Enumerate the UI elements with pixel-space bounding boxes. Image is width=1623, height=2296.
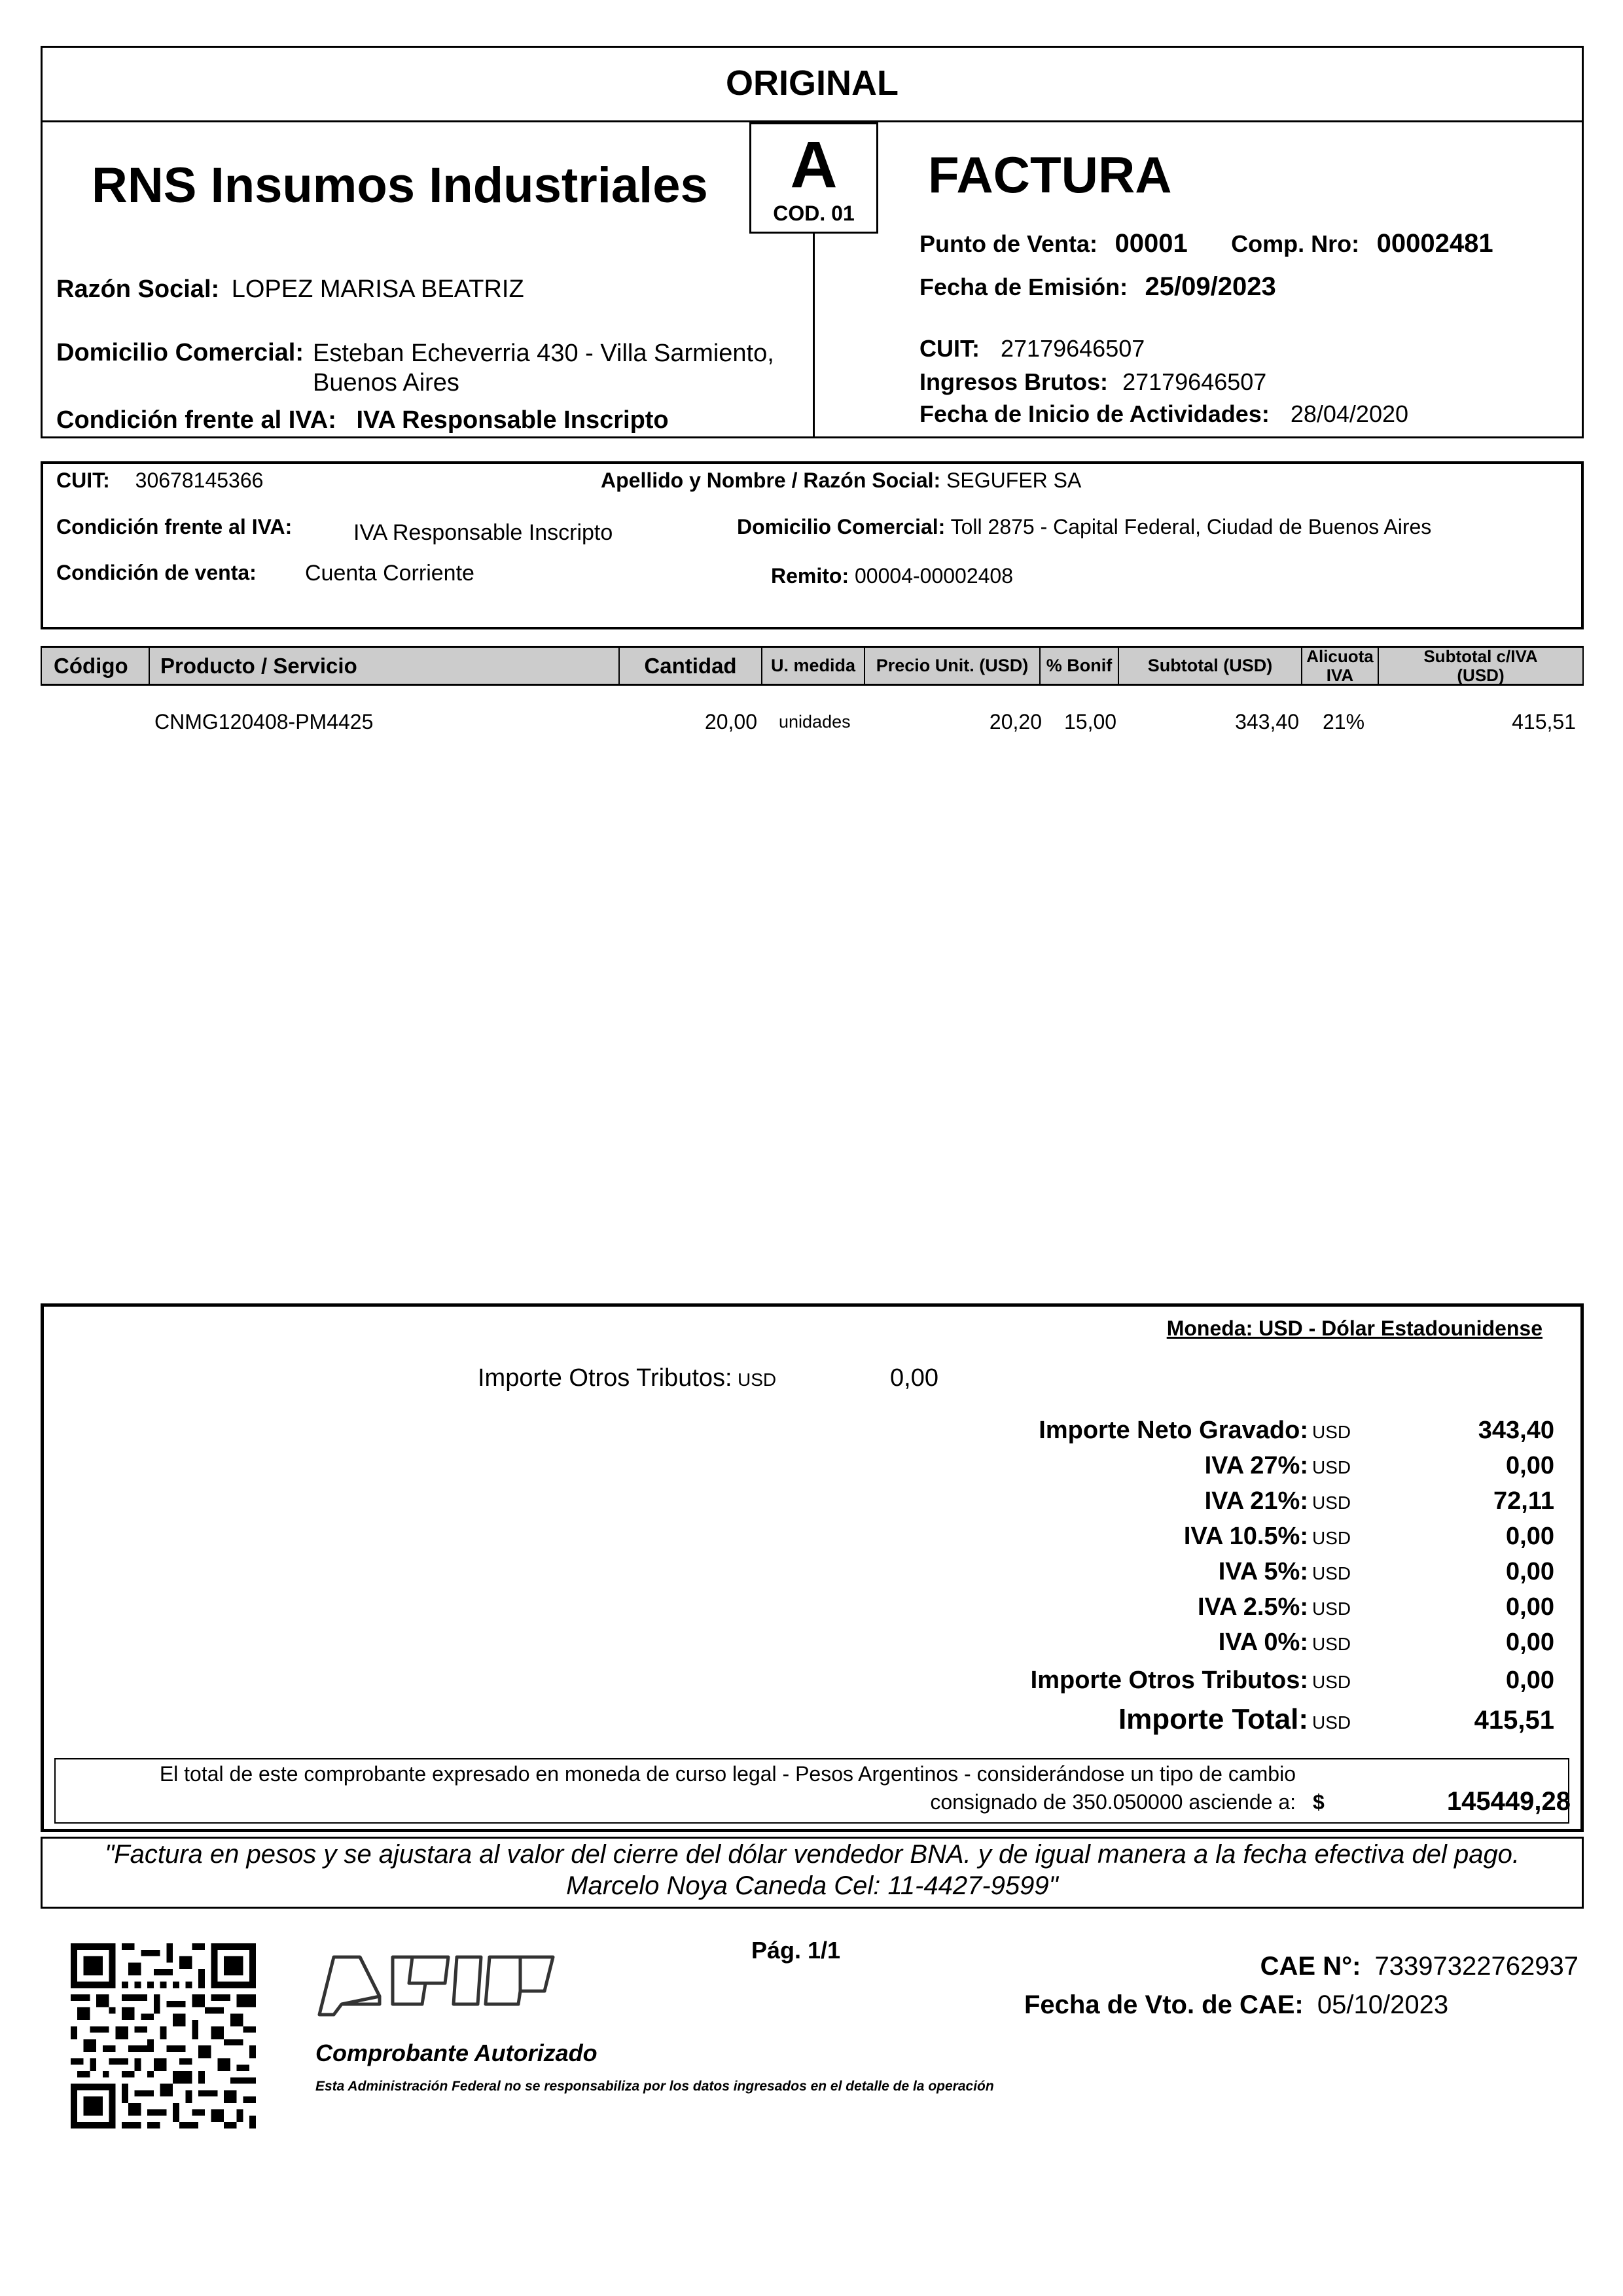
total-line-iva105: IVA 10.5%: USD 0,00 (1183, 1523, 1554, 1550)
total-line-iva21: IVA 21%: USD 72,11 (1204, 1487, 1554, 1515)
ars-text-line1: El total de este comprobante expresado en moneda de curso legal - Pesos Argentinos - considerándose un tipo de cambio (159, 1762, 1296, 1786)
doc-title: FACTURA (928, 146, 1172, 203)
afip-logo-icon (314, 1952, 563, 2017)
client-remito-value: 00004-00002408 (855, 564, 1014, 588)
total-line-iva27: IVA 27%: USD 0,00 (1204, 1452, 1554, 1479)
punto-venta-label: Punto de Venta: (919, 230, 1098, 257)
punto-venta-row (919, 229, 1493, 258)
col-header-precio: Precio Unit. (USD) (864, 646, 1039, 686)
fecha-emision-row (919, 272, 1276, 302)
total-line-otros-tributos: Importe Otros Tributos: USD 0,00 (1030, 1667, 1554, 1694)
cell-bonif: 15,00 (1064, 710, 1117, 733)
total-line-iva0: IVA 0%: USD 0,00 (1218, 1629, 1554, 1656)
issuer-domicilio-value (313, 339, 774, 398)
header-center-divider (813, 234, 815, 438)
inicio-actividades-row (919, 400, 1408, 428)
invoice-letter: A (790, 128, 838, 202)
cae-label: CAE N°: (1260, 1952, 1361, 1981)
qr-code-icon (71, 1943, 256, 2128)
currency-label: Moneda: USD - Dólar Estadounidense (1166, 1316, 1543, 1340)
client-domicilio-row (737, 515, 1431, 539)
cell-subtotal-iva: 415,51 (1512, 710, 1576, 733)
notes-line2: Marcelo Noya Caneda Cel: 11-4427-9599" (566, 1871, 1058, 1900)
issuer-iva (56, 406, 669, 434)
company-name: RNS Insumos Industriales (92, 158, 708, 213)
totals-lines (720, 1417, 1554, 1744)
copy-label: ORIGINAL (726, 63, 899, 103)
domicilio-line1: Esteban Echeverria 430 - Villa Sarmiento, (313, 340, 774, 367)
cae-row (1260, 1952, 1578, 1981)
invoice-code: COD. 01 (773, 202, 855, 225)
inicio-label: Fecha de Inicio de Actividades: (919, 400, 1270, 427)
total-line-iva25: IVA 2.5%: USD 0,00 (1198, 1593, 1554, 1621)
iibb-label: Ingresos Brutos: (919, 368, 1109, 395)
total-line-importe-total: Importe Total: USD 415,51 (1118, 1703, 1554, 1735)
afip-logo (314, 1952, 563, 2017)
client-nombre-row (601, 468, 1081, 493)
issuer-cuit-value: 27179646507 (1001, 335, 1145, 362)
page-number: Pág. 1/1 (751, 1937, 841, 1964)
punto-venta-value: 00001 (1115, 229, 1188, 258)
fecha-emision-label: Fecha de Emisión: (919, 274, 1128, 300)
cell-producto: CNMG120408-PM4425 (154, 710, 374, 733)
cell-alicuota: 21% (1323, 710, 1365, 733)
otros-tributos-left-value: 0,00 (890, 1364, 938, 1392)
client-remito-label: Remito: (771, 564, 849, 588)
client-nombre-value: SEGUFER SA (946, 468, 1082, 492)
col-header-subtotal: Subtotal (USD) (1118, 646, 1301, 686)
issuer-domicilio (56, 339, 304, 367)
ars-value: 145449,28 (1446, 1787, 1571, 1816)
client-nombre-label: Apellido y Nombre / Razón Social: (601, 468, 941, 492)
client-domicilio-value: Toll 2875 - Capital Federal, Ciudad de Buenos Aires (950, 515, 1432, 539)
col-header-bonif: % Bonif (1039, 646, 1118, 686)
cae-vto-row (1024, 1990, 1448, 2020)
client-venta-value: Cuenta Corriente (305, 561, 474, 586)
client-venta-label: Condición de venta: (56, 561, 257, 584)
issuer-cuit-label: CUIT: (919, 335, 980, 362)
col-header-codigo: Código (41, 646, 149, 686)
inicio-value: 28/04/2020 (1290, 400, 1409, 427)
otros-tributos-left-label: Importe Otros Tributos: (478, 1364, 732, 1392)
iibb-row (919, 368, 1266, 396)
notes-line1: "Factura en pesos y se ajustara al valor del cierre del dólar vendedor BNA. y de igual manera a la fecha efectiva del pago. (104, 1840, 1520, 1869)
client-iva-value: IVA Responsable Inscripto (353, 520, 613, 545)
col-header-unidad: U. medida (761, 646, 864, 686)
total-line-neto: Importe Neto Gravado: USD 343,40 (1039, 1417, 1554, 1444)
iva-label: Condición frente al IVA: (56, 406, 336, 434)
iva-value: IVA Responsable Inscripto (356, 406, 669, 434)
issuer-razon-social (56, 275, 524, 304)
comp-nro-label: Comp. Nro: (1231, 230, 1360, 257)
cell-unidad: unidades (779, 712, 851, 732)
col-header-alicuota: Alicuota IVA (1301, 646, 1378, 686)
iibb-value: 27179646507 (1122, 368, 1267, 395)
client-domicilio-label: Domicilio Comercial: (737, 515, 946, 539)
total-line-iva5: IVA 5%: USD 0,00 (1218, 1558, 1554, 1585)
afip-disclaimer: Esta Administración Federal no se responsabiliza por los datos ingresados en el detalle de la operación (315, 2079, 994, 2094)
domicilio-line2: Buenos Aires (313, 369, 459, 397)
client-iva-label: Condición frente al IVA: (56, 515, 293, 539)
authorized-label: Comprobante Autorizado (315, 2040, 597, 2066)
fecha-emision-value: 25/09/2023 (1145, 272, 1276, 301)
invoice-type-box (749, 122, 878, 234)
otros-tributos-left (478, 1364, 938, 1392)
cae-vto-value: 05/10/2023 (1317, 1990, 1449, 2019)
razon-social-label: Razón Social: (56, 275, 220, 303)
client-cuit-label: CUIT: (56, 468, 110, 492)
razon-social-value: LOPEZ MARISA BEATRIZ (231, 275, 524, 303)
qr-code (71, 1943, 256, 2128)
ars-currency: $ (1313, 1790, 1325, 1814)
cae-vto-label: Fecha de Vto. de CAE: (1024, 1990, 1304, 2019)
otros-tributos-left-currency: USD (738, 1369, 777, 1390)
client-remito-row (771, 564, 1013, 588)
col-header-producto: Producto / Servicio (149, 646, 618, 686)
cell-subtotal: 343,40 (1235, 710, 1299, 733)
client-cuit-value: 30678145366 (135, 468, 264, 492)
cell-cantidad: 20,00 (704, 710, 757, 733)
cell-precio: 20,20 (989, 710, 1042, 733)
comp-nro-value: 00002481 (1376, 229, 1493, 258)
domicilio-label: Domicilio Comercial: (56, 339, 304, 366)
col-header-subtotal-iva: Subtotal c/IVA (USD) (1378, 646, 1584, 686)
cae-value: 73397322762937 (1374, 1952, 1578, 1981)
col-header-cantidad: Cantidad (618, 646, 761, 686)
ars-text-line2: consignado de 350.050000 asciende a: (930, 1790, 1296, 1814)
issuer-cuit-row (919, 335, 1145, 362)
client-cuit-row (56, 468, 263, 493)
